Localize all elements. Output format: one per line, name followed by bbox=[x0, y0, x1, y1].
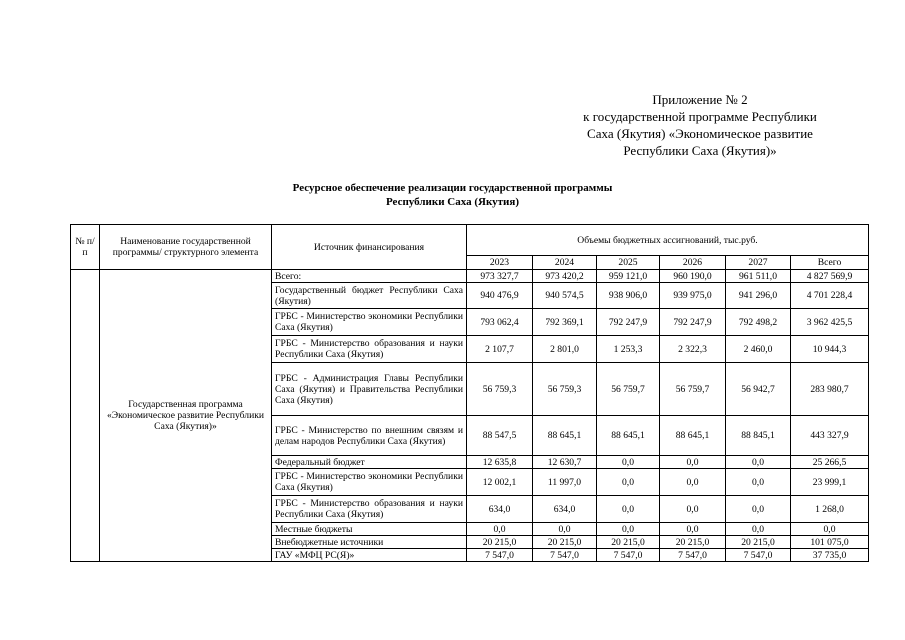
value-cell: 1 253,3 bbox=[597, 336, 660, 363]
value-cell: 973 327,7 bbox=[467, 270, 533, 283]
total-cell: 443 327,9 bbox=[791, 416, 869, 456]
value-cell: 792 498,2 bbox=[726, 309, 791, 336]
value-cell: 56 759,7 bbox=[660, 363, 726, 416]
value-cell: 634,0 bbox=[533, 496, 597, 523]
value-cell: 88 645,1 bbox=[597, 416, 660, 456]
total-cell: 23 999,1 bbox=[791, 469, 869, 496]
value-cell: 940 476,9 bbox=[467, 283, 533, 309]
value-cell: 56 759,3 bbox=[467, 363, 533, 416]
value-cell: 20 215,0 bbox=[726, 536, 791, 549]
value-cell: 88 645,1 bbox=[660, 416, 726, 456]
funding-source-cell: ГРБС - Министерство образования и науки Республики Саха (Якутия) bbox=[272, 496, 467, 523]
value-cell: 2 107,7 bbox=[467, 336, 533, 363]
funding-source-cell: ГРБС - Министерство экономики Республики Саха (Якутия) bbox=[272, 469, 467, 496]
funding-source-cell: Федеральный бюджет bbox=[272, 456, 467, 469]
value-cell: 88 547,5 bbox=[467, 416, 533, 456]
value-cell: 0,0 bbox=[597, 523, 660, 536]
value-cell: 0,0 bbox=[597, 469, 660, 496]
total-cell: 37 735,0 bbox=[791, 549, 869, 562]
value-cell: 939 975,0 bbox=[660, 283, 726, 309]
value-cell: 88 845,1 bbox=[726, 416, 791, 456]
value-cell: 12 002,1 bbox=[467, 469, 533, 496]
value-cell: 0,0 bbox=[660, 496, 726, 523]
program-name-cell: Государственная программа «Экономическое развитие Республики Саха (Якутия)» bbox=[100, 270, 272, 562]
header-total: Всего bbox=[791, 256, 869, 270]
total-cell: 283 980,7 bbox=[791, 363, 869, 416]
header-year: 2025 bbox=[597, 256, 660, 270]
value-cell: 2 801,0 bbox=[533, 336, 597, 363]
title-line: Республики Саха (Якутия) bbox=[385, 196, 520, 208]
header-year: 2026 bbox=[660, 256, 726, 270]
row-number-cell bbox=[71, 270, 100, 562]
header-number: № п/п bbox=[71, 225, 100, 270]
table-row bbox=[71, 270, 869, 283]
value-cell: 0,0 bbox=[597, 496, 660, 523]
value-cell: 56 759,7 bbox=[597, 363, 660, 416]
value-cell: 12 630,7 bbox=[533, 456, 597, 469]
funding-source-cell: ГРБС - Администрация Главы Республики Саха (Якутия) и Правительства Республики Саха (Якутия) bbox=[272, 363, 467, 416]
value-cell: 938 906,0 bbox=[597, 283, 660, 309]
value-cell: 11 997,0 bbox=[533, 469, 597, 496]
value-cell: 2 460,0 bbox=[726, 336, 791, 363]
value-cell: 88 645,1 bbox=[533, 416, 597, 456]
value-cell: 2 322,3 bbox=[660, 336, 726, 363]
title-line: Ресурсное обеспечение реализации государственной программы bbox=[292, 182, 613, 194]
value-cell: 7 547,0 bbox=[660, 549, 726, 562]
value-cell: 56 759,3 bbox=[533, 363, 597, 416]
value-cell: 941 296,0 bbox=[726, 283, 791, 309]
value-cell: 0,0 bbox=[726, 496, 791, 523]
value-cell: 7 547,0 bbox=[597, 549, 660, 562]
value-cell: 960 190,0 bbox=[660, 270, 726, 283]
value-cell: 792 369,1 bbox=[533, 309, 597, 336]
value-cell: 20 215,0 bbox=[597, 536, 660, 549]
funding-source-cell: Государственный бюджет Республики Саха (Якутия) bbox=[272, 283, 467, 309]
total-cell: 3 962 425,5 bbox=[791, 309, 869, 336]
value-cell: 20 215,0 bbox=[660, 536, 726, 549]
header-year: 2027 bbox=[726, 256, 791, 270]
appendix-line: к государственной программе Республики bbox=[583, 109, 817, 124]
value-cell: 0,0 bbox=[533, 523, 597, 536]
value-cell: 20 215,0 bbox=[533, 536, 597, 549]
value-cell: 0,0 bbox=[660, 469, 726, 496]
value-cell: 793 062,4 bbox=[467, 309, 533, 336]
total-cell: 10 944,3 bbox=[791, 336, 869, 363]
value-cell: 0,0 bbox=[467, 523, 533, 536]
value-cell: 792 247,9 bbox=[660, 309, 726, 336]
header-program-name: Наименование государственной программы/ структурного элемента bbox=[100, 225, 272, 270]
funding-source-cell: ГРБС - Министерство по внешним связям и делам народов Республики Саха (Якутия) bbox=[272, 416, 467, 456]
funding-source-cell: Всего: bbox=[272, 270, 467, 283]
value-cell: 0,0 bbox=[726, 469, 791, 496]
value-cell: 0,0 bbox=[726, 523, 791, 536]
value-cell: 792 247,9 bbox=[597, 309, 660, 336]
document-title bbox=[150, 181, 755, 209]
total-cell: 25 266,5 bbox=[791, 456, 869, 469]
header-year: 2024 bbox=[533, 256, 597, 270]
appendix-line: Республики Саха (Якутия)» bbox=[623, 143, 777, 158]
value-cell: 0,0 bbox=[660, 456, 726, 469]
header-year: 2023 bbox=[467, 256, 533, 270]
total-cell: 4 701 228,4 bbox=[791, 283, 869, 309]
value-cell: 634,0 bbox=[467, 496, 533, 523]
value-cell: 973 420,2 bbox=[533, 270, 597, 283]
header-funding-source: Источник финансирования bbox=[272, 225, 467, 270]
resource-table bbox=[70, 224, 869, 562]
appendix-number: Приложение № 2 bbox=[652, 92, 748, 107]
funding-source-cell: Местные бюджеты bbox=[272, 523, 467, 536]
funding-source-cell: ГАУ «МФЦ РС(Я)» bbox=[272, 549, 467, 562]
total-cell: 1 268,0 bbox=[791, 496, 869, 523]
total-cell: 0,0 bbox=[791, 523, 869, 536]
value-cell: 959 121,0 bbox=[597, 270, 660, 283]
value-cell: 56 942,7 bbox=[726, 363, 791, 416]
total-cell: 101 075,0 bbox=[791, 536, 869, 549]
total-cell: 4 827 569,9 bbox=[791, 270, 869, 283]
value-cell: 12 635,8 bbox=[467, 456, 533, 469]
appendix-line: Саха (Якутия) «Экономическое развитие bbox=[587, 126, 813, 141]
value-cell: 20 215,0 bbox=[467, 536, 533, 549]
appendix-header bbox=[540, 91, 860, 159]
value-cell: 940 574,5 bbox=[533, 283, 597, 309]
funding-source-cell: Внебюджетные источники bbox=[272, 536, 467, 549]
value-cell: 0,0 bbox=[660, 523, 726, 536]
value-cell: 7 547,0 bbox=[467, 549, 533, 562]
value-cell: 7 547,0 bbox=[726, 549, 791, 562]
funding-source-cell: ГРБС - Министерство образования и науки Республики Саха (Якутия) bbox=[272, 336, 467, 363]
value-cell: 0,0 bbox=[597, 456, 660, 469]
value-cell: 961 511,0 bbox=[726, 270, 791, 283]
funding-source-cell: ГРБС - Министерство экономики Республики Саха (Якутия) bbox=[272, 309, 467, 336]
header-budget-volumes: Объемы бюджетных ассигнований, тыс.руб. bbox=[467, 225, 869, 256]
value-cell: 0,0 bbox=[726, 456, 791, 469]
value-cell: 7 547,0 bbox=[533, 549, 597, 562]
